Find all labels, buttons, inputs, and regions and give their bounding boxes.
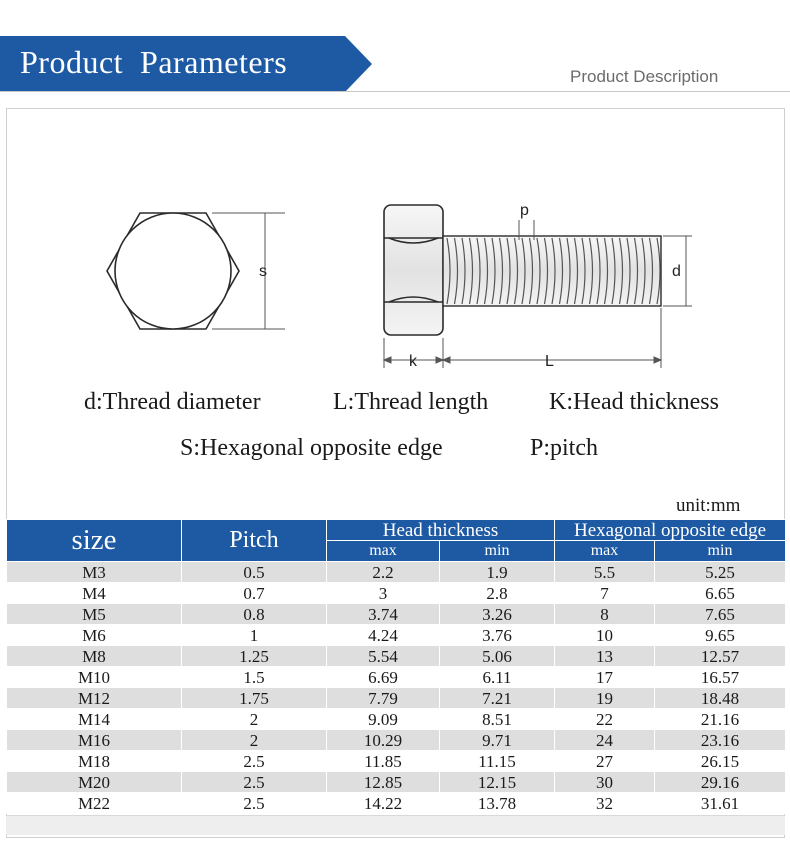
page-subtitle: Product Description [570,67,719,86]
cell-head-min: 6.11 [440,667,555,688]
cell-hex-min: 29.16 [655,772,786,793]
cell-pitch: 2 [182,730,327,751]
cell-hex-min: 6.65 [655,583,786,604]
cell-size: M16 [7,730,182,751]
cell-hex-max: 8 [555,604,655,625]
cell-head-max: 3.74 [327,604,440,625]
table-row [7,793,786,814]
table-row [7,772,786,793]
cell-hex-max: 5.5 [555,562,655,583]
cell-head-max: 3 [327,583,440,604]
hex-head-end-view [107,213,239,329]
cell-head-min: 5.06 [440,646,555,667]
header-pitch: Pitch [182,520,327,562]
unit-label: unit:mm [676,495,741,516]
header-size: size [7,520,182,562]
cell-hex-min: 21.16 [655,709,786,730]
cell-head-max: 5.54 [327,646,440,667]
cell-head-min: 2.8 [440,583,555,604]
label-s: s [259,263,267,280]
cell-pitch: 0.7 [182,583,327,604]
table-row [7,625,786,646]
header-hex-max: max [555,541,655,562]
parameters-table [6,519,785,814]
cell-size: M5 [7,604,182,625]
cell-hex-min: 5.25 [655,562,786,583]
cell-pitch: 1 [182,625,327,646]
page-title: Product Parameters [20,44,288,80]
cell-hex-min: 12.57 [655,646,786,667]
cell-hex-min: 16.57 [655,667,786,688]
table-row [7,730,786,751]
cell-size: M18 [7,751,182,772]
cell-head-min: 8.51 [440,709,555,730]
cell-hex-max: 30 [555,772,655,793]
cell-head-max: 12.85 [327,772,440,793]
cell-head-min: 7.21 [440,688,555,709]
legend-S: S:Hexagonal opposite edge [180,435,443,461]
cell-hex-max: 19 [555,688,655,709]
cell-pitch: 2.5 [182,793,327,814]
cell-pitch: 2.5 [182,772,327,793]
table-row [7,604,786,625]
cell-hex-min: 26.15 [655,751,786,772]
table-row [7,751,786,772]
table-row [7,709,786,730]
cell-hex-max: 7 [555,583,655,604]
cell-head-min: 1.9 [440,562,555,583]
cell-pitch: 2.5 [182,751,327,772]
cell-head-max: 10.29 [327,730,440,751]
bolt-diagram [0,0,790,400]
bolt-shank [443,236,661,306]
label-p: p [520,202,529,219]
cell-hex-min: 18.48 [655,688,786,709]
header-head-thickness: Head thickness [327,520,555,541]
cell-head-max: 11.85 [327,751,440,772]
cell-size: M6 [7,625,182,646]
cell-hex-max: 27 [555,751,655,772]
cell-pitch: 1.75 [182,688,327,709]
cell-pitch: 2 [182,709,327,730]
cell-hex-max: 24 [555,730,655,751]
header-hex-edge: Hexagonal opposite edge [555,520,786,541]
cell-head-min: 3.76 [440,625,555,646]
cell-head-max: 4.24 [327,625,440,646]
legend-K: K:Head thickness [549,389,719,415]
cell-pitch: 0.5 [182,562,327,583]
cell-head-max: 9.09 [327,709,440,730]
cell-hex-max: 22 [555,709,655,730]
cell-hex-max: 13 [555,646,655,667]
table-row [7,688,786,709]
bolt-head-side-view [384,205,443,335]
table-row [7,583,786,604]
cell-hex-min: 9.65 [655,625,786,646]
cell-pitch: 0.8 [182,604,327,625]
header-head-min: min [440,541,555,562]
cell-head-max: 7.79 [327,688,440,709]
cell-size: M3 [7,562,182,583]
table-row [7,646,786,667]
cell-head-min: 12.15 [440,772,555,793]
cell-hex-min: 23.16 [655,730,786,751]
cell-head-min: 13.78 [440,793,555,814]
cell-head-max: 6.69 [327,667,440,688]
header-hex-min: min [655,541,786,562]
table-row [7,562,786,583]
cell-hex-max: 10 [555,625,655,646]
legend-P: P:pitch [530,435,599,461]
cell-hex-min: 31.61 [655,793,786,814]
cell-size: M14 [7,709,182,730]
cell-pitch: 1.5 [182,667,327,688]
table-row [7,667,786,688]
label-L: L [545,353,554,370]
cell-head-max: 2.2 [327,562,440,583]
cell-head-min: 11.15 [440,751,555,772]
cell-pitch: 1.25 [182,646,327,667]
label-d: d [672,263,681,280]
label-k: k [409,353,417,370]
cell-hex-min: 7.65 [655,604,786,625]
cell-size: M20 [7,772,182,793]
cell-size: M10 [7,667,182,688]
cell-hex-max: 32 [555,793,655,814]
header-head-max: max [327,541,440,562]
cell-size: M4 [7,583,182,604]
cell-size: M12 [7,688,182,709]
bottom-strip [6,815,785,835]
legend-d: d:Thread diameter [84,389,261,415]
cell-hex-max: 17 [555,667,655,688]
cell-head-max: 14.22 [327,793,440,814]
cell-size: M8 [7,646,182,667]
cell-head-min: 3.26 [440,604,555,625]
cell-size: M22 [7,793,182,814]
legend-L: L:Thread length [333,389,489,415]
cell-head-min: 9.71 [440,730,555,751]
